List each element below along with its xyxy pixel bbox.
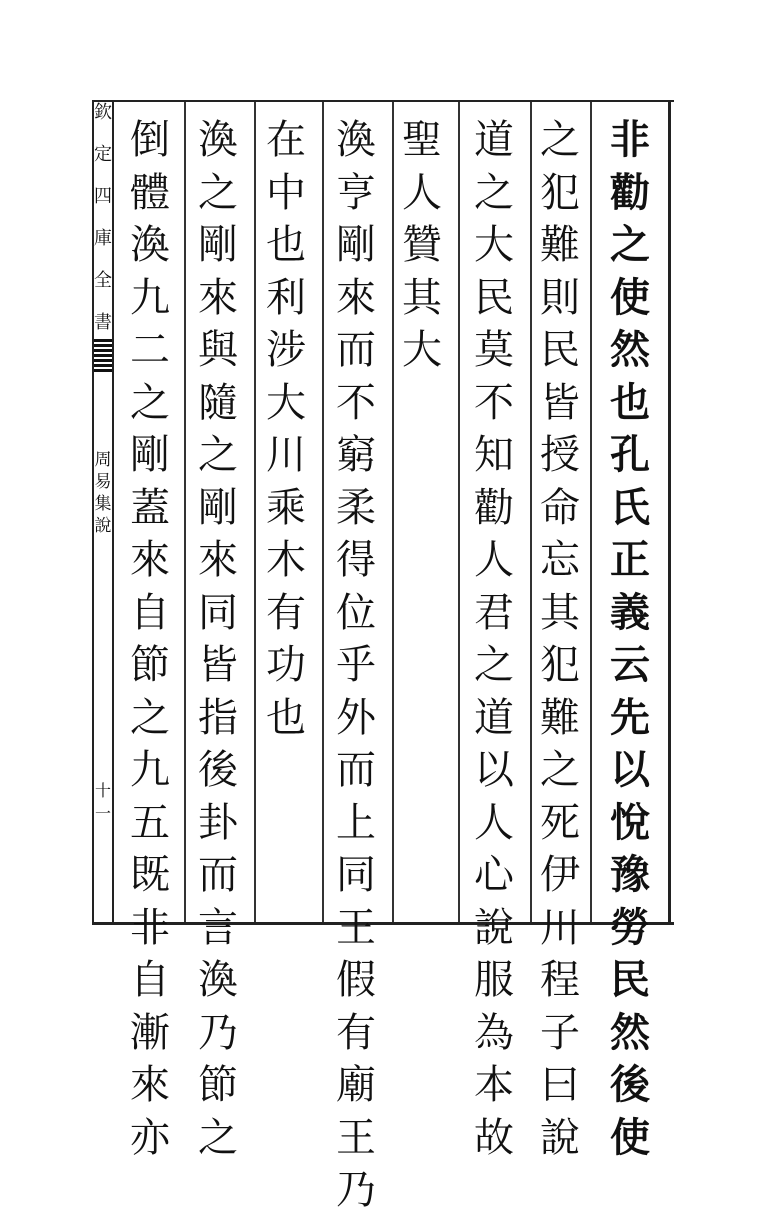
- column-rule: [392, 102, 394, 922]
- text-glyph: 勞: [610, 903, 650, 951]
- text-glyph: 王: [336, 904, 376, 951]
- text-glyph: 非: [610, 116, 650, 163]
- column-rule: [254, 102, 256, 922]
- text-glyph: 來: [198, 537, 238, 583]
- text-glyph: 非: [130, 904, 170, 951]
- column-rule: [458, 102, 460, 922]
- text-glyph: 人: [402, 169, 442, 216]
- text-glyph: 剛: [130, 432, 170, 478]
- text-glyph: 中: [266, 169, 306, 216]
- text-glyph: 人: [474, 537, 514, 583]
- text-glyph: 為: [474, 1009, 514, 1056]
- text-glyph: 大: [402, 327, 442, 373]
- text-glyph: 五: [130, 799, 170, 846]
- text-glyph: 大: [474, 222, 514, 268]
- text-glyph: 大: [266, 379, 306, 426]
- text-glyph: 犯: [540, 169, 580, 216]
- text-glyph: 道: [474, 694, 514, 741]
- frame-bottom-border: [92, 922, 674, 925]
- text-glyph: 後: [198, 747, 238, 793]
- text-column: [540, 117, 580, 1170]
- text-glyph: 假: [336, 957, 376, 1003]
- margin-fishtail-mark: [94, 338, 112, 372]
- text-column: [266, 117, 306, 750]
- text-glyph: 說: [540, 1114, 580, 1161]
- text-glyph: 服: [474, 957, 514, 1003]
- text-glyph: 自: [130, 957, 170, 1003]
- text-glyph: 故: [474, 1114, 514, 1161]
- text-glyph: 乃: [336, 1167, 376, 1213]
- text-glyph: 木: [266, 537, 306, 583]
- text-glyph: 節: [130, 642, 170, 688]
- text-glyph: 命: [540, 484, 580, 531]
- text-glyph: 曰: [540, 1062, 580, 1108]
- text-glyph: 倒: [130, 117, 170, 163]
- text-glyph: 不: [336, 379, 376, 426]
- text-glyph: 剛: [198, 484, 238, 531]
- text-glyph: 之: [610, 221, 650, 268]
- text-column: [474, 117, 514, 1170]
- text-glyph: 皆: [198, 642, 238, 688]
- text-glyph: 上: [336, 799, 376, 846]
- text-glyph: 有: [336, 1009, 376, 1056]
- text-glyph: 功: [266, 642, 306, 688]
- text-glyph: 伊: [540, 852, 580, 898]
- text-glyph: 則: [540, 274, 580, 321]
- text-glyph: 義: [610, 588, 650, 636]
- text-glyph: 九: [130, 274, 170, 321]
- text-glyph: 云: [610, 641, 650, 688]
- text-glyph: 之: [198, 1114, 238, 1161]
- text-glyph: 難: [540, 222, 580, 268]
- text-glyph: 之: [540, 117, 580, 163]
- text-glyph: 外: [336, 694, 376, 741]
- text-glyph: 乘: [266, 484, 306, 531]
- text-glyph: 柔: [336, 484, 376, 531]
- text-glyph: 知: [474, 432, 514, 478]
- text-glyph: 死: [540, 799, 580, 846]
- text-glyph: 本: [474, 1062, 514, 1108]
- text-glyph: 渙: [198, 957, 238, 1003]
- text-glyph: 聖: [402, 117, 442, 163]
- text-glyph: 體: [130, 169, 170, 216]
- text-glyph: 同: [198, 589, 238, 636]
- text-glyph: 來: [130, 1062, 170, 1108]
- text-glyph: 使: [610, 273, 650, 321]
- text-glyph: 皆: [540, 379, 580, 426]
- text-glyph: 也: [610, 378, 650, 426]
- text-glyph: 勸: [474, 484, 514, 531]
- text-column: [198, 117, 238, 1170]
- text-glyph: 使: [610, 1113, 650, 1161]
- text-glyph: 民: [610, 956, 650, 1003]
- text-column: [610, 116, 650, 1170]
- column-rule: [184, 102, 186, 922]
- text-glyph: 渙: [336, 117, 376, 163]
- text-glyph: 渙: [130, 222, 170, 268]
- text-glyph: 程: [540, 957, 580, 1003]
- text-glyph: 位: [336, 589, 376, 636]
- text-glyph: 之: [198, 169, 238, 216]
- text-glyph: 犯: [540, 642, 580, 688]
- frame-right-border: [668, 100, 671, 924]
- text-glyph: 節: [198, 1062, 238, 1108]
- text-glyph: 乎: [336, 642, 376, 688]
- text-glyph: 授: [540, 432, 580, 478]
- text-glyph: 川: [266, 432, 306, 478]
- text-glyph: 利: [266, 274, 306, 321]
- text-glyph: 指: [198, 694, 238, 741]
- margin-work-title: 周 易 集 說: [94, 450, 112, 536]
- text-glyph: 在: [266, 117, 306, 163]
- text-glyph: 然: [610, 1008, 650, 1056]
- text-glyph: 也: [266, 222, 306, 268]
- column-rule: [590, 102, 592, 922]
- text-glyph: 勸: [610, 168, 650, 216]
- text-glyph: 窮: [336, 432, 376, 478]
- text-glyph: 先: [610, 693, 650, 741]
- margin-book-title: 欽 定 四 庫 全 書: [94, 102, 112, 333]
- text-glyph: 亦: [130, 1114, 170, 1161]
- column-rule: [530, 102, 532, 922]
- text-glyph: 來: [130, 537, 170, 583]
- text-glyph: 難: [540, 694, 580, 741]
- text-glyph: 既: [130, 852, 170, 898]
- frame-top-border: [92, 100, 674, 102]
- text-glyph: 正: [610, 536, 650, 583]
- text-glyph: 剛: [336, 222, 376, 268]
- text-glyph: 而: [198, 852, 238, 898]
- text-glyph: 來: [336, 274, 376, 321]
- text-glyph: 不: [474, 379, 514, 426]
- text-glyph: 孔: [610, 431, 650, 478]
- text-glyph: 之: [540, 747, 580, 793]
- text-glyph: 剛: [198, 222, 238, 268]
- text-glyph: 漸: [130, 1009, 170, 1056]
- text-glyph: 氏: [610, 483, 650, 531]
- text-glyph: 之: [474, 169, 514, 216]
- text-glyph: 言: [198, 904, 238, 951]
- text-glyph: 道: [474, 117, 514, 163]
- column-rule: [322, 102, 324, 922]
- text-glyph: 其: [402, 274, 442, 321]
- text-glyph: 二: [130, 327, 170, 373]
- text-column: [130, 117, 170, 1170]
- text-glyph: 悅: [610, 798, 650, 846]
- text-glyph: 與: [198, 327, 238, 373]
- text-glyph: 豫: [610, 851, 650, 898]
- margin-page-number: 十一: [94, 781, 111, 823]
- text-glyph: 之: [474, 642, 514, 688]
- text-glyph: 王: [336, 1114, 376, 1161]
- text-glyph: 君: [474, 589, 514, 636]
- text-glyph: 其: [540, 589, 580, 636]
- text-glyph: 蓋: [130, 484, 170, 531]
- text-glyph: 得: [336, 537, 376, 583]
- text-glyph: 隨: [198, 379, 238, 426]
- text-glyph: 然: [610, 326, 650, 373]
- text-glyph: 川: [540, 904, 580, 951]
- text-glyph: 子: [540, 1009, 580, 1056]
- text-glyph: 以: [474, 747, 514, 793]
- text-glyph: 渙: [198, 117, 238, 163]
- text-glyph: 九: [130, 747, 170, 793]
- text-column: [402, 117, 442, 383]
- text-glyph: 也: [266, 694, 306, 741]
- text-glyph: 以: [610, 746, 650, 793]
- text-glyph: 來: [198, 274, 238, 321]
- text-glyph: 說: [474, 904, 514, 951]
- text-glyph: 自: [130, 589, 170, 636]
- text-glyph: 忘: [540, 537, 580, 583]
- text-glyph: 而: [336, 327, 376, 373]
- text-glyph: 後: [610, 1061, 650, 1108]
- text-glyph: 民: [474, 274, 514, 321]
- text-glyph: 有: [266, 589, 306, 636]
- text-glyph: 卦: [198, 799, 238, 846]
- text-column: [336, 117, 376, 1223]
- text-glyph: 民: [540, 327, 580, 373]
- text-glyph: 亨: [336, 169, 376, 216]
- text-glyph: 同: [336, 852, 376, 898]
- text-glyph: 莫: [474, 327, 514, 373]
- text-glyph: 乃: [198, 1009, 238, 1056]
- text-glyph: 贊: [402, 222, 442, 268]
- text-glyph: 涉: [266, 327, 306, 373]
- text-glyph: 之: [198, 432, 238, 478]
- text-glyph: 心: [474, 852, 514, 898]
- text-glyph: 廟: [336, 1062, 376, 1108]
- text-glyph: 之: [130, 379, 170, 426]
- text-glyph: 而: [336, 747, 376, 793]
- text-glyph: 之: [130, 694, 170, 741]
- text-glyph: 人: [474, 799, 514, 846]
